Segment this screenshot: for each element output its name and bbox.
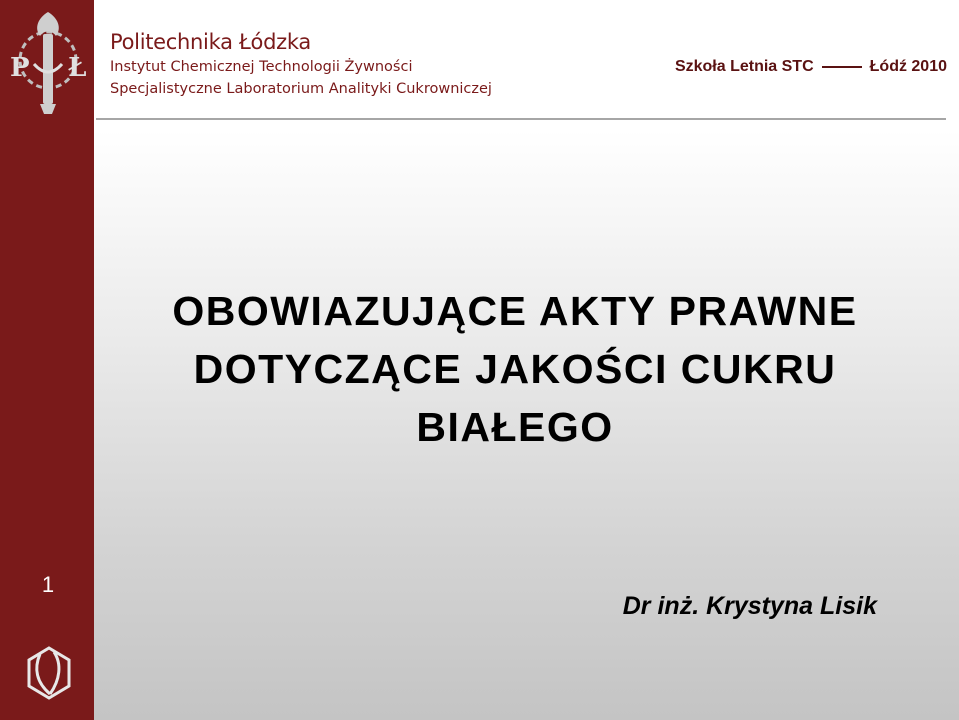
event-label bbox=[675, 58, 947, 76]
politechnika-lodzka-emblem-icon bbox=[24, 644, 74, 702]
institute-name: Instytut Chemicznej Technologii Żywności bbox=[110, 59, 413, 75]
svg-text:P: P bbox=[10, 53, 30, 83]
sidebar bbox=[0, 0, 94, 720]
event-name: Szkoła Letnia STC bbox=[674, 58, 814, 75]
institution-header bbox=[110, 28, 492, 100]
politechnika-lodzka-crest-icon bbox=[4, 8, 92, 118]
event-place-year: Łódź 2010 bbox=[869, 58, 947, 75]
title-line-1: OBOWIAZUJĄCE AKTY PRAWNE bbox=[172, 288, 858, 334]
university-name: Politechnika Łódzka bbox=[110, 30, 311, 54]
page-number: 1 bbox=[41, 572, 55, 597]
slide-title bbox=[120, 282, 910, 456]
laboratory-name: Specjalistyczne Laboratorium Analityki Cukrowniczej bbox=[110, 81, 492, 97]
header-divider bbox=[96, 118, 946, 120]
title-line-2: DOTYCZĄCE JAKOŚCI CUKRU bbox=[193, 346, 837, 392]
title-line-3: BIAŁEGO bbox=[416, 404, 614, 450]
svg-text:Ł: Ł bbox=[68, 53, 87, 83]
author-name: Dr inż. Krystyna Lisik bbox=[622, 592, 877, 620]
event-separator bbox=[822, 66, 862, 68]
